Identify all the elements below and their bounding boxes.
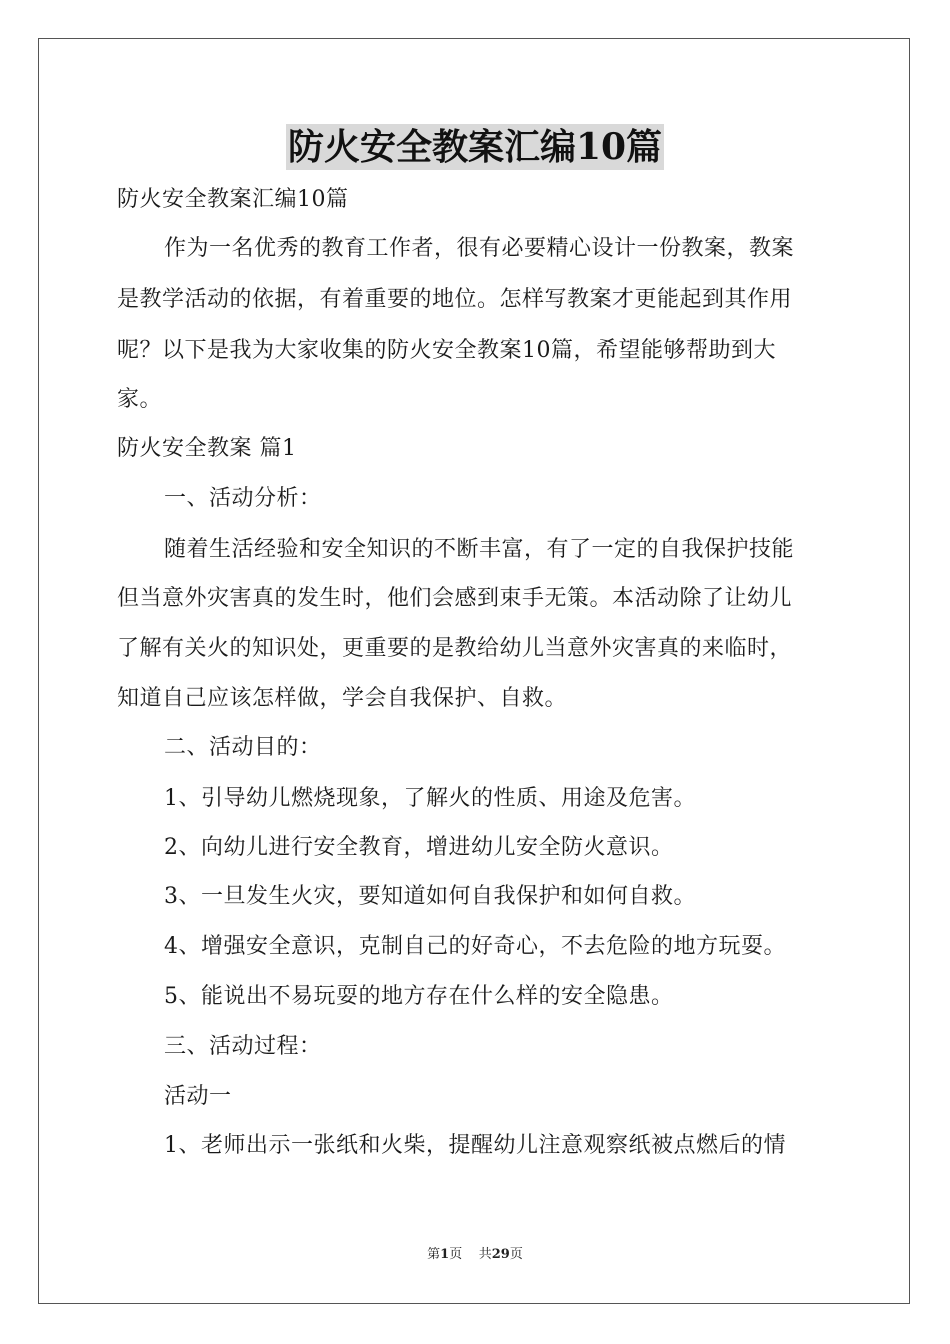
part1-heading: 一、活动分析： [164, 486, 322, 511]
section-heading: 防火安全教案 篇1 [117, 436, 297, 461]
part2-heading: 二、活动目的： [164, 735, 322, 760]
part1-line-1: 随着生活经验和安全知识的不断丰富，有了一定的自我保护技能 [164, 537, 795, 562]
page-current: 1 [440, 1247, 450, 1262]
page-footer [0, 1246, 950, 1264]
part1-line-3: 了解有关火的知识处，更重要的是教给幼儿当意外灾害真的来临时， [117, 636, 793, 661]
goal-item-2: 2、向幼儿进行安全教育，增进幼儿安全防火意识。 [164, 835, 674, 860]
part3-heading: 三、活动过程： [164, 1034, 322, 1059]
activity-label: 活动一 [164, 1084, 232, 1109]
document-title: 防火安全教案汇编10篇 [287, 126, 663, 168]
document-subtitle: 防火安全教案汇编10篇 [117, 187, 349, 212]
goal-item-3: 3、一旦发生火灾，要知道如何自我保护和如何自救。 [164, 884, 696, 909]
intro-line-3: 呢？以下是我为大家收集的防火安全教案10篇，希望能够帮助到大 [117, 338, 776, 363]
page-prefix: 第 [427, 1247, 441, 1262]
page-unit: 页 [449, 1247, 463, 1262]
goal-item-1: 1、引导幼儿燃烧现象，了解火的性质、用途及危害。 [164, 786, 696, 811]
page-border [38, 38, 910, 1304]
total-prefix: 共 [478, 1247, 492, 1262]
title-container [0, 124, 950, 170]
activity-step-1: 1、老师出示一张纸和火柴，提醒幼儿注意观察纸被点燃后的情 [164, 1133, 786, 1158]
total-unit: 页 [509, 1247, 523, 1262]
goal-item-4: 4、增强安全意识，克制自己的好奇心，不去危险的地方玩耍。 [164, 934, 786, 959]
part1-line-4: 知道自己应该怎样做，学会自我保护、自救。 [117, 686, 568, 711]
intro-line-4: 家。 [117, 387, 163, 412]
intro-line-1: 作为一名优秀的教育工作者，很有必要精心设计一份教案，教案 [164, 236, 795, 261]
part1-line-2: 但当意外灾害真的发生时，他们会感到束手无策。本活动除了让幼儿 [117, 586, 793, 611]
intro-line-2: 是教学活动的依据，有着重要的地位。怎样写教案才更能起到其作用 [117, 287, 793, 312]
page-total: 29 [491, 1247, 510, 1262]
goal-item-5: 5、能说出不易玩耍的地方存在什么样的安全隐患。 [164, 984, 674, 1009]
